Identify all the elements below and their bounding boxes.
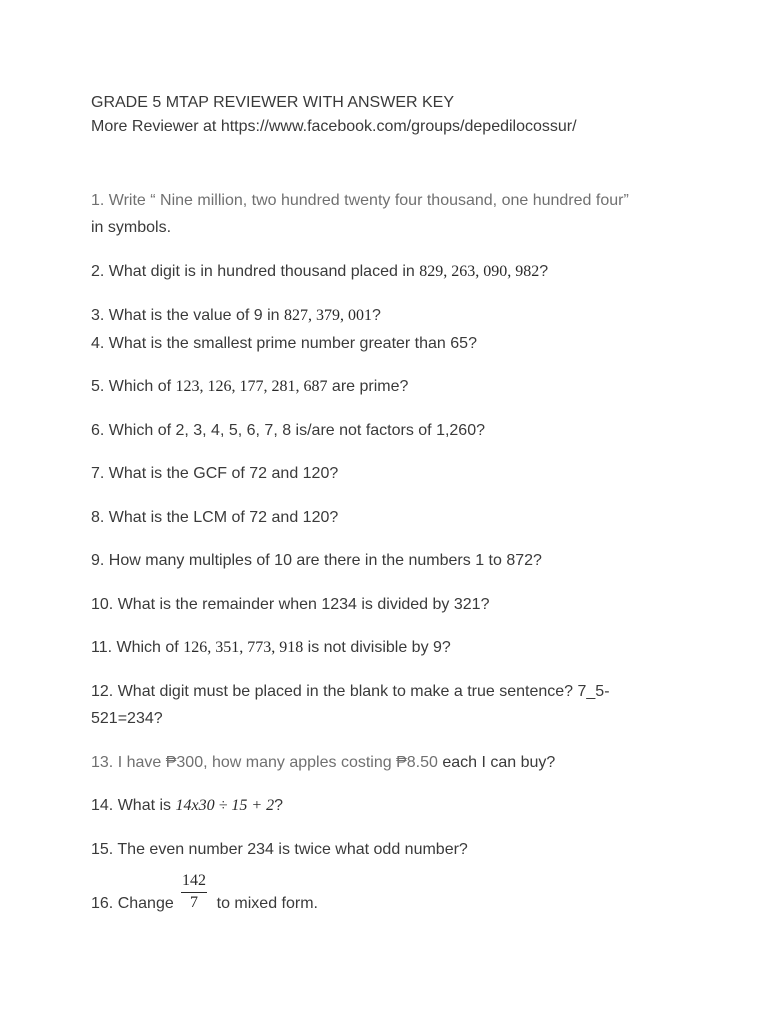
- question-12-line-1: 12. What digit must be placed in the blank to make a true sentence? 7_5-: [91, 683, 610, 700]
- question-1-line-1: 1. Write “ Nine million, two hundred twenty four thousand, one hundred four”: [91, 192, 629, 209]
- question-3-text: 3. What is the value of 9 in: [91, 307, 284, 324]
- question-14: [91, 796, 283, 816]
- question-3-math: 827, 379, 001: [284, 307, 372, 324]
- question-13: [91, 753, 555, 773]
- question-3: [91, 306, 381, 326]
- question-14-text: 14. What is: [91, 797, 176, 814]
- question-8: 8. What is the LCM of 72 and 120?: [91, 509, 339, 526]
- question-11: [91, 638, 451, 658]
- question-14-math: 14x30 ÷ 15 + 2: [175, 797, 275, 814]
- document-subtitle: More Reviewer at https://www.facebook.com/groups/depedilocossur/: [91, 118, 577, 135]
- question-15: 15. The even number 234 is twice what odd number?: [91, 841, 468, 858]
- question-2-end: ?: [539, 263, 549, 280]
- question-12-line-2: 521=234?: [91, 710, 163, 727]
- question-13-end: each I can buy?: [437, 754, 556, 771]
- question-14-end: ?: [274, 797, 284, 814]
- question-2: [91, 262, 548, 282]
- question-5: [91, 377, 408, 397]
- question-16-end: to mixed form.: [212, 895, 318, 912]
- question-11-text: 11. Which of: [91, 639, 184, 656]
- question-2-text: 2. What digit is in hundred thousand placed in: [91, 263, 420, 280]
- question-9: 9. How many multiples of 10 are there in the numbers 1 to 872?: [91, 552, 542, 569]
- question-5-text: 5. Which of: [91, 378, 176, 395]
- question-16-text: 16. Change: [91, 895, 179, 912]
- question-5-math: 123, 126, 177, 281, 687: [175, 378, 328, 395]
- question-5-end: are prime?: [327, 378, 409, 395]
- question-7: 7. What is the GCF of 72 and 120?: [91, 465, 339, 482]
- fraction-numerator: 142: [182, 872, 206, 889]
- question-2-math: 829, 263, 090, 982: [419, 263, 540, 280]
- question-3-end: ?: [372, 307, 381, 324]
- question-13-text: 13. I have ₱300, how many apples costing ₱8.50: [91, 754, 438, 771]
- document-title: GRADE 5 MTAP REVIEWER WITH ANSWER KEY: [91, 94, 455, 111]
- question-1-line-2: in symbols.: [91, 219, 172, 236]
- question-10: 10. What is the remainder when 1234 is divided by 321?: [91, 596, 490, 613]
- question-4: 4. What is the smallest prime number greater than 65?: [91, 335, 477, 352]
- question-6: 6. Which of 2, 3, 4, 5, 6, 7, 8 is/are not factors of 1,260?: [91, 422, 485, 439]
- fraction-denominator: 7: [190, 894, 198, 911]
- fraction-bar: [181, 892, 207, 893]
- question-11-end: is not divisible by 9?: [303, 639, 451, 656]
- question-11-math: 126, 351, 773, 918: [183, 639, 304, 656]
